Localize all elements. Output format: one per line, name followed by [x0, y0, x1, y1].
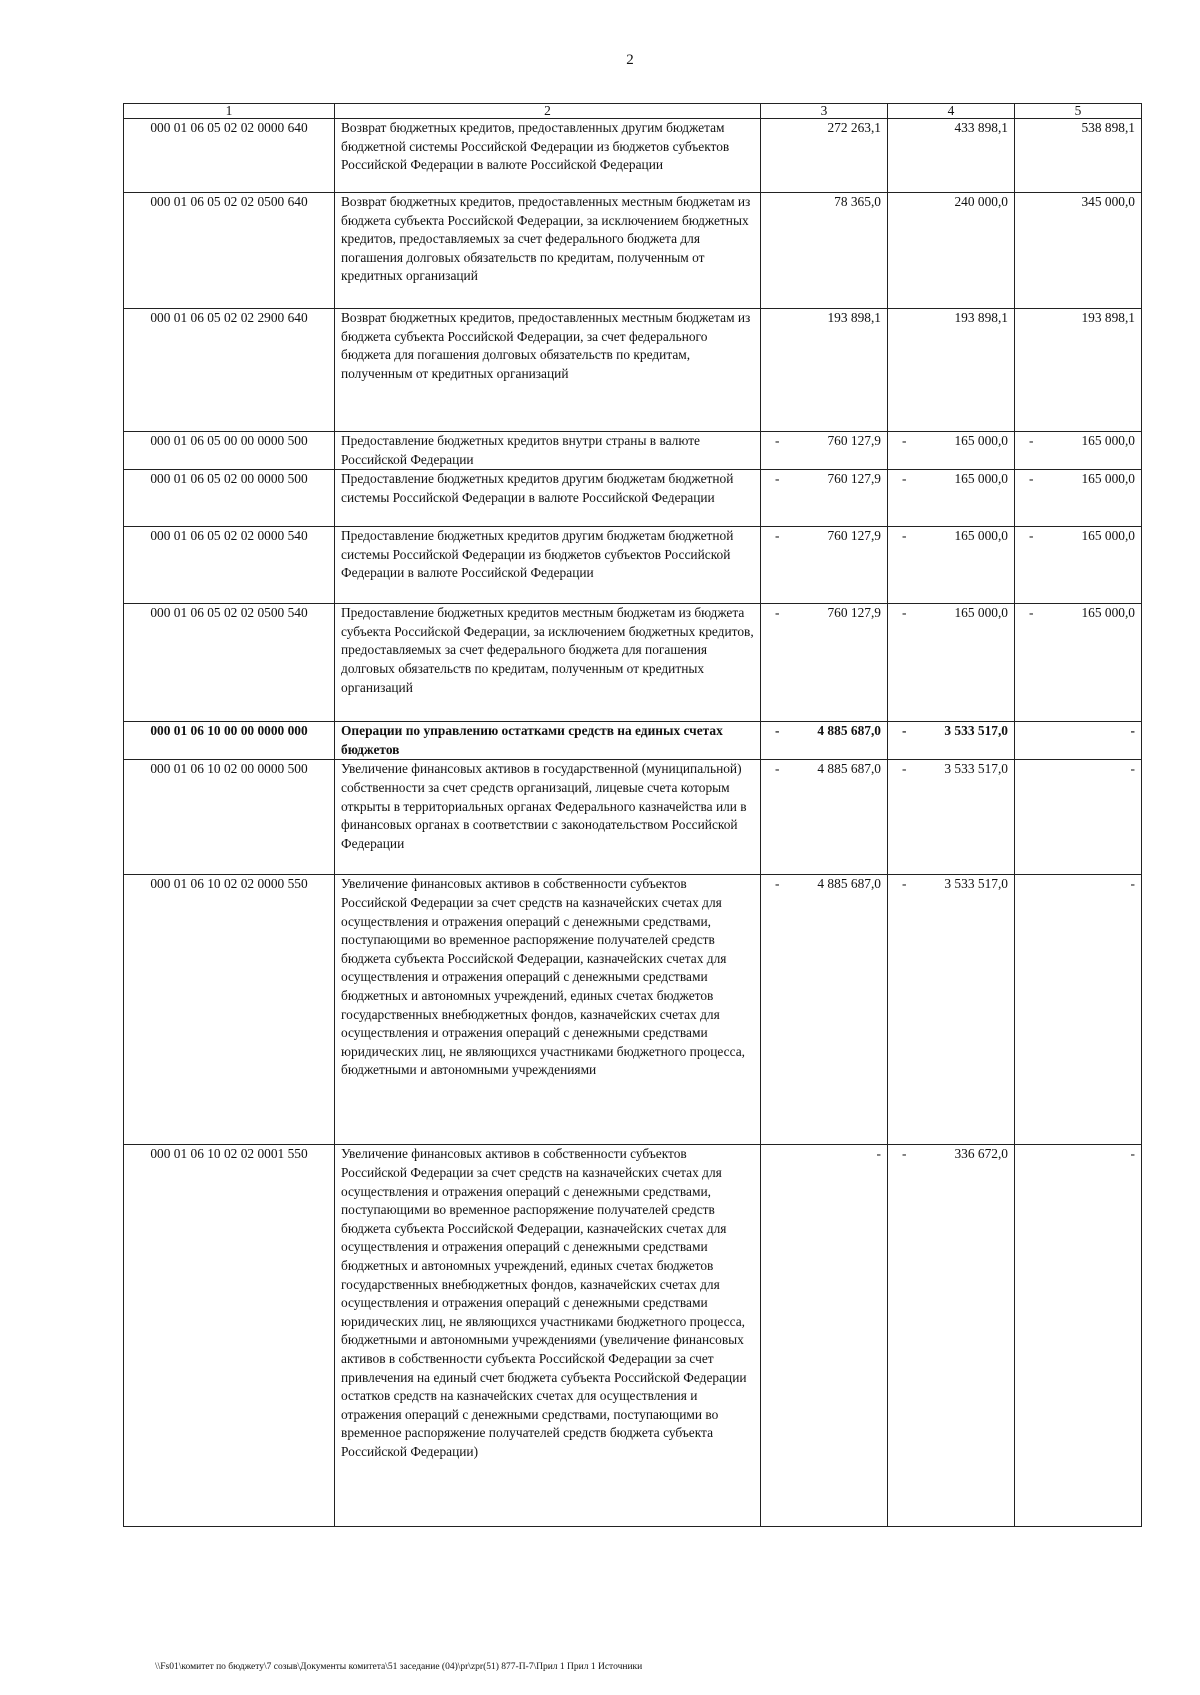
minus-sign: -	[775, 876, 780, 892]
table-row	[124, 604, 1142, 722]
minus-sign: -	[775, 761, 780, 777]
column-header-5: 5	[1015, 104, 1142, 119]
value-col-4	[888, 119, 1015, 193]
value-col-5	[1015, 432, 1142, 470]
amount: -	[1130, 876, 1135, 892]
column-header-2: 2	[335, 104, 761, 119]
value-col-5	[1015, 760, 1142, 875]
minus-sign: -	[775, 723, 780, 739]
value-col-3	[761, 527, 888, 604]
table-row	[124, 470, 1142, 527]
amount: 78 365,0	[834, 194, 881, 209]
value-col-5	[1015, 604, 1142, 722]
amount: 4 885 687,0	[817, 876, 881, 892]
budget-code: 000 01 06 05 02 02 0500 540	[124, 604, 335, 722]
row-description: Предоставление бюджетных кредитов другим бюджетам бюджетной системы Российской Федерации в валюте Российской Федерации	[335, 470, 761, 527]
budget-code: 000 01 06 10 02 02 0001 550	[124, 1145, 335, 1527]
minus-sign: -	[902, 433, 907, 448]
value-col-4	[888, 193, 1015, 309]
value-col-5	[1015, 1145, 1142, 1527]
table-row	[124, 432, 1142, 470]
amount: 165 000,0	[1081, 433, 1135, 448]
row-description: Операции по управлению остатками средств на единых счетах бюджетов	[335, 722, 761, 760]
budget-code: 000 01 06 05 02 02 0000 540	[124, 527, 335, 604]
value-col-3	[761, 1145, 888, 1527]
amount: 760 127,9	[827, 471, 881, 487]
value-col-5	[1015, 875, 1142, 1145]
amount: 760 127,9	[827, 605, 881, 621]
amount: 760 127,9	[827, 528, 881, 544]
minus-sign: -	[902, 1146, 907, 1162]
minus-sign: -	[902, 876, 907, 892]
value-col-5	[1015, 309, 1142, 432]
value-col-5	[1015, 722, 1142, 760]
value-col-4	[888, 527, 1015, 604]
amount: 193 898,1	[954, 310, 1008, 325]
file-path-footer: \\Fs01\комитет по бюджету\7 созыв\Документы комитета\51 заседание (04)\pr\zpr(51) 877-П-7\Прил 1 Прил 1 Источники	[155, 1662, 643, 1672]
amount: 4 885 687,0	[817, 761, 881, 777]
minus-sign: -	[775, 528, 780, 544]
value-col-4	[888, 432, 1015, 470]
amount: 193 898,1	[827, 310, 881, 325]
row-description: Возврат бюджетных кредитов, предоставленных местным бюджетам из бюджета субъекта Российской Федерации, за счет федерального бюджета для погашения долговых обязательств по кредитам, полученным от кредитных организаций	[335, 309, 761, 432]
value-col-3	[761, 604, 888, 722]
amount: 240 000,0	[954, 194, 1008, 209]
minus-sign: -	[775, 433, 780, 448]
table-row	[124, 1145, 1142, 1527]
value-col-3	[761, 193, 888, 309]
value-col-3	[761, 722, 888, 760]
amount: 165 000,0	[954, 471, 1008, 487]
table-row	[124, 527, 1142, 604]
amount: 3 533 517,0	[944, 723, 1008, 739]
table-row	[124, 119, 1142, 193]
amount: 165 000,0	[954, 605, 1008, 621]
minus-sign: -	[1029, 605, 1034, 621]
amount: -	[1130, 1146, 1135, 1162]
minus-sign: -	[1029, 528, 1034, 544]
budget-code: 000 01 06 10 02 02 0000 550	[124, 875, 335, 1145]
budget-code: 000 01 06 05 02 02 0000 640	[124, 119, 335, 193]
budget-code: 000 01 06 10 02 00 0000 500	[124, 760, 335, 875]
value-col-3	[761, 309, 888, 432]
row-description: Увеличение финансовых активов в государственной (муниципальной) собственности за счет средств организаций, лицевые счета которым открыты в территориальных органах Федерального казначейства или в финансовых органах в соответствии с законодательством Российской Федерации	[335, 760, 761, 875]
column-header-1: 1	[124, 104, 335, 119]
value-col-4	[888, 309, 1015, 432]
amount: 538 898,1	[1081, 120, 1135, 135]
value-col-3	[761, 432, 888, 470]
row-description: Увеличение финансовых активов в собственности субъектов Российской Федерации за счет средств на казначейских счетах для осуществления и отражения операций с денежными средствами, поступающими во временное распоряжение получателей средств бюджета субъекта Российской Федерации, казначейских счетах для осуществления и отражения операций с денежными средствами бюджетных и автономных учреждений, единых счетах бюджетов государственных внебюджетных фондов, казначейских счетах для осуществления и отражения операций с денежными средствами юридических лиц, не являющихся участниками бюджетного процесса, бюджетными и автономными учреждениями (увеличение финансовых активов в собственности субъекта Российской Федерации за счет привлечения на единый счет бюджета субъекта Российской Федерации остатков средств на казначейских счетах для осуществления и отражения операций с денежными средствами, поступающими во временное распоряжение получателей средств бюджета субъекта Российской Федерации)	[335, 1145, 761, 1527]
sources-table	[123, 103, 1142, 1527]
row-description: Предоставление бюджетных кредитов другим бюджетам бюджетной системы Российской Федерации из бюджетов субъектов Российской Федерации в валюте Российской Федерации	[335, 527, 761, 604]
budget-code: 000 01 06 05 02 02 2900 640	[124, 309, 335, 432]
value-col-4	[888, 875, 1015, 1145]
column-header-4: 4	[888, 104, 1015, 119]
amount: -	[876, 1146, 881, 1162]
amount: 165 000,0	[954, 433, 1008, 448]
page-number: 2	[626, 52, 634, 68]
row-description: Возврат бюджетных кредитов, предоставленных местным бюджетам из бюджета субъекта Российской Федерации, за исключением бюджетных кредитов, предоставляемых за счет федерального бюджета для погашения долговых обязательств по кредитам, полученным от кредитных организаций	[335, 193, 761, 309]
table-row	[124, 309, 1142, 432]
table-header-row	[124, 104, 1142, 119]
table-row	[124, 875, 1142, 1145]
value-col-4	[888, 470, 1015, 527]
value-col-3	[761, 760, 888, 875]
amount: 345 000,0	[1081, 194, 1135, 209]
budget-code: 000 01 06 10 00 00 0000 000	[124, 722, 335, 760]
minus-sign: -	[902, 471, 907, 487]
value-col-3	[761, 875, 888, 1145]
value-col-4	[888, 604, 1015, 722]
row-description: Увеличение финансовых активов в собственности субъектов Российской Федерации за счет средств на казначейских счетах для осуществления и отражения операций с денежными средствами, поступающими во временное распоряжение получателей средств бюджета субъекта Российской Федерации, казначейских счетах для осуществления и отражения операций с денежными средствами бюджетных и автономных учреждений, единых счетах бюджетов государственных внебюджетных фондов, казначейских счетах для осуществления и отражения операций с денежными средствами юридических лиц, не являющихся участниками бюджетного процесса, бюджетными и автономными учреждениями	[335, 875, 761, 1145]
value-col-4	[888, 760, 1015, 875]
value-col-5	[1015, 193, 1142, 309]
table-row	[124, 760, 1142, 875]
amount: 4 885 687,0	[817, 723, 881, 739]
budget-code: 000 01 06 05 02 00 0000 500	[124, 470, 335, 527]
amount: 760 127,9	[827, 433, 881, 448]
row-description: Возврат бюджетных кредитов, предоставленных другим бюджетам бюджетной системы Российской Федерации из бюджетов субъектов Российской Федерации в валюте Российской Федерации	[335, 119, 761, 193]
table-row	[124, 193, 1142, 309]
minus-sign: -	[902, 723, 907, 739]
minus-sign: -	[902, 605, 907, 621]
column-header-3: 3	[761, 104, 888, 119]
value-col-4	[888, 722, 1015, 760]
value-col-5	[1015, 470, 1142, 527]
minus-sign: -	[1029, 433, 1034, 448]
amount: 165 000,0	[1081, 471, 1135, 487]
amount: 3 533 517,0	[944, 761, 1008, 777]
amount: 193 898,1	[1081, 310, 1135, 325]
table-row	[124, 722, 1142, 760]
amount: 165 000,0	[1081, 528, 1135, 544]
value-col-5	[1015, 119, 1142, 193]
value-col-3	[761, 119, 888, 193]
amount: 433 898,1	[954, 120, 1008, 135]
minus-sign: -	[902, 761, 907, 777]
value-col-5	[1015, 527, 1142, 604]
amount: 165 000,0	[1081, 605, 1135, 621]
amount: 336 672,0	[954, 1146, 1008, 1162]
amount: 3 533 517,0	[944, 876, 1008, 892]
minus-sign: -	[1029, 471, 1034, 487]
minus-sign: -	[902, 528, 907, 544]
amount: -	[1130, 723, 1135, 739]
value-col-4	[888, 1145, 1015, 1527]
amount: -	[1130, 761, 1135, 777]
row-description: Предоставление бюджетных кредитов местным бюджетам из бюджета субъекта Российской Федерации, за исключением бюджетных кредитов, предоставляемых за счет федерального бюджета для погашения долговых обязательств по кредитам, полученным от кредитных организаций	[335, 604, 761, 722]
amount: 272 263,1	[827, 120, 881, 135]
minus-sign: -	[775, 605, 780, 621]
value-col-3	[761, 470, 888, 527]
budget-code: 000 01 06 05 02 02 0500 640	[124, 193, 335, 309]
minus-sign: -	[775, 471, 780, 487]
row-description: Предоставление бюджетных кредитов внутри страны в валюте Российской Федерации	[335, 432, 761, 470]
amount: 165 000,0	[954, 528, 1008, 544]
budget-code: 000 01 06 05 00 00 0000 500	[124, 432, 335, 470]
